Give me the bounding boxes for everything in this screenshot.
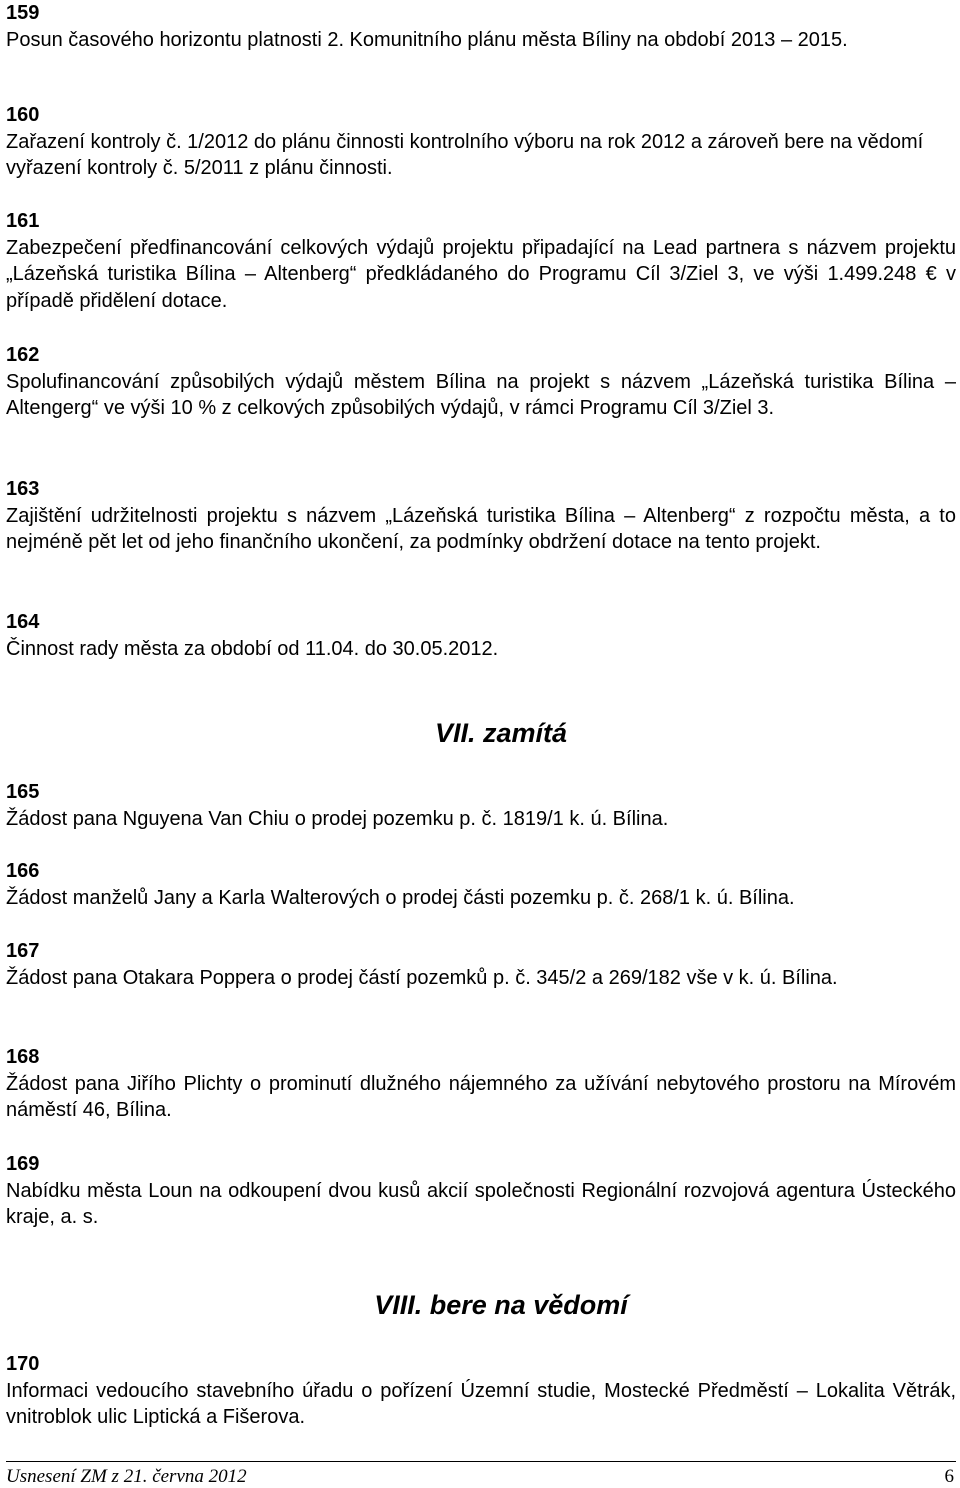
resolution-item: [6, 1351, 956, 1431]
resolution-number: 159: [6, 2, 40, 24]
resolution-number: 161: [6, 210, 40, 232]
resolution-text: Informaci vedoucího stavebního úřadu o pořízení Územní studie, Mostecké Předměstí – Lokalita Větrák, vnitroblok ulic Liptická a Fišerova.: [6, 1379, 956, 1428]
resolution-item: [6, 938, 956, 991]
footer-title: Usnesení ZM z 21. června 2012: [6, 1466, 247, 1487]
resolution-text: Nabídku města Loun na odkoupení dvou kusů akcií společnosti Regionální rozvojová agentura Ústeckého kraje, a. s.: [6, 1179, 956, 1228]
resolution-item: [6, 0, 956, 53]
resolution-text: Žádost manželů Jany a Karla Walterových o prodej části pozemku p. č. 268/1 k. ú. Bílina.: [6, 886, 795, 909]
resolution-number: 165: [6, 781, 40, 803]
resolution-text: Žádost pana Jiřího Plichty o prominutí dlužného nájemného za užívání nebytového prostoru na Mírovém náměstí 46, Bílina.: [6, 1072, 956, 1121]
resolution-text: Zařazení kontroly č. 1/2012 do plánu činnosti kontrolního výboru na rok 2012 a zároveň bere na vědomí vyřazení kontroly č. 5/2011 z plánu činnosti.: [6, 130, 924, 179]
resolution-number: 162: [6, 344, 40, 366]
resolution-item: [6, 1151, 956, 1231]
resolution-number: 169: [6, 1153, 40, 1175]
resolution-text: Posun časového horizontu platnosti 2. Komunitního plánu města Bíliny na období 2013 – 2015.: [6, 28, 848, 51]
resolution-text: Spolufinancování způsobilých výdajů městem Bílina na projekt s názvem „Lázeňská turistika Bílina – Altengerg“ ve výši 10 % z celkových způsobilých výdajů, v rámci Programu Cíl 3/Ziel 3.: [6, 370, 956, 419]
resolution-number: 163: [6, 478, 40, 500]
resolution-number: 168: [6, 1046, 40, 1068]
resolution-number: 167: [6, 940, 40, 962]
resolution-text: Zajištění udržitelnosti projektu s názvem „Lázeňská turistika Bílina – Altenberg“ z rozpočtu města, a to nejméně pět let od jeho finančního ukončení, za podmínky obdržení dotace na tento projekt.: [6, 504, 956, 553]
resolution-item: [6, 476, 956, 556]
resolution-item: [6, 102, 956, 182]
resolution-item: [6, 208, 956, 314]
resolution-text: Činnost rady města za období od 11.04. do 30.05.2012.: [6, 637, 499, 660]
resolution-text: Zabezpečení předfinancování celkových výdajů projektu připadající na Lead partnera s názvem projektu „Lázeňská turistika Bílina – Altenberg“ předkládaného do Programu Cíl 3/Ziel 3, ve výši 1.499.248 € v případě přidělení dotace.: [6, 236, 956, 312]
resolution-number: 160: [6, 104, 40, 126]
resolution-text: Žádost pana Nguyena Van Chiu o prodej pozemku p. č. 1819/1 k. ú. Bílina.: [6, 807, 669, 830]
footer-divider: [6, 1461, 956, 1462]
resolution-item: [6, 779, 956, 832]
resolution-number: 166: [6, 860, 40, 882]
section-heading-viii: VIII. bere na vědomí: [374, 1290, 628, 1320]
resolution-item: [6, 609, 956, 662]
resolution-number: 164: [6, 611, 40, 633]
resolution-item: [6, 1044, 956, 1124]
page-number: 6: [944, 1466, 954, 1487]
section-heading-vii: VII. zamítá: [434, 718, 568, 748]
resolution-number: 170: [6, 1353, 40, 1375]
resolution-text: Žádost pana Otakara Poppera o prodej částí pozemků p. č. 345/2 a 269/182 vše v k. ú. Bílina.: [6, 966, 838, 989]
resolution-item: [6, 342, 956, 422]
resolution-item: [6, 858, 956, 911]
